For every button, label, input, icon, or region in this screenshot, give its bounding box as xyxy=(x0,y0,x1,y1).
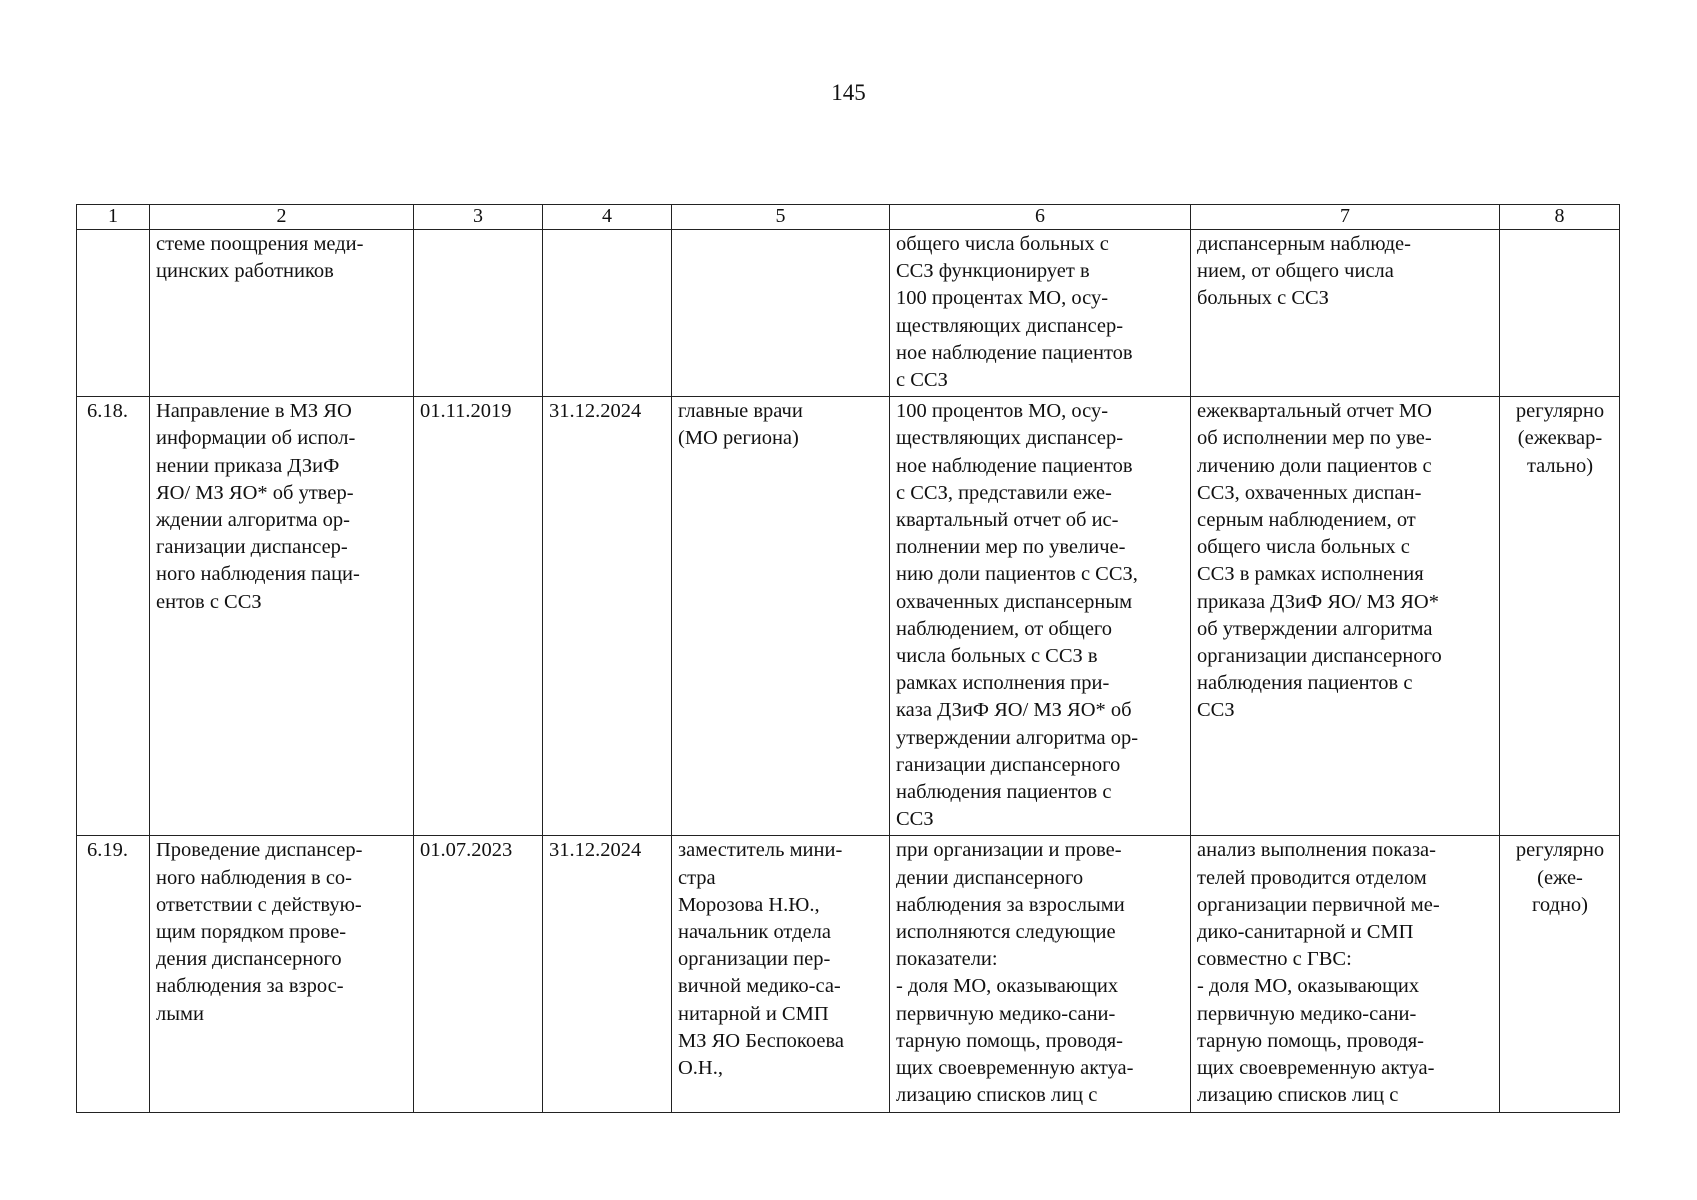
frequency: регулярно (ежеквар- тально) xyxy=(1500,397,1620,836)
responsible: главные врачи (МО региона) xyxy=(672,397,890,836)
start-date: 01.07.2023 xyxy=(414,836,543,1112)
column-number: 5 xyxy=(672,205,890,230)
control-indicator: анализ выполнения показа- телей проводится отделом организации первичной ме- дико-санитарной и СМП совместно с ГВС: - доля МО, оказывающих первичную медико-сани- тарную помощь, проводя- щих своевременную актуа- лизацию списков лиц с xyxy=(1191,836,1500,1112)
column-number: 6 xyxy=(890,205,1191,230)
column-number: 2 xyxy=(150,205,414,230)
event-name: Направление в МЗ ЯО информации об испол- нении приказа ДЗиФ ЯО/ МЗ ЯО* об утвер- ждении алгоритма ор- ганизации диспансер- ного наблюдения паци- ентов с ССЗ xyxy=(150,397,414,836)
frequency xyxy=(1500,230,1620,397)
responsible: заместитель мини- стра Морозова Н.Ю., начальник отдела организации пер- вичной медико-са- нитарной и СМП МЗ ЯО Беспокоева О.Н., xyxy=(672,836,890,1112)
responsible xyxy=(672,230,890,397)
page-number: 145 xyxy=(831,80,866,105)
plan-table xyxy=(76,204,1620,1113)
event-name: Проведение диспансер- ного наблюдения в со- ответствии с действую- щим порядком прове- дения диспансерного наблюдения за взрос- лыми xyxy=(150,836,414,1112)
control-indicator: диспансерным наблюде- нием, от общего числа больных с ССЗ xyxy=(1191,230,1500,397)
table-row xyxy=(77,230,1620,397)
end-date xyxy=(543,230,672,397)
end-date: 31.12.2024 xyxy=(543,397,672,836)
end-date: 31.12.2024 xyxy=(543,836,672,1112)
frequency: регулярно (еже- годно) xyxy=(1500,836,1620,1112)
column-number-row xyxy=(77,205,1620,230)
table-row xyxy=(77,397,1620,836)
expected-result: 100 процентов МО, осу- ществляющих диспансер- ное наблюдение пациентов с ССЗ, представили еже- квартальный отчет об ис- полнении мер по увеличе- нию доли пациентов с ССЗ, охваченных диспансерным наблюдением, от общего числа больных с ССЗ в рамках исполнения при- каза ДЗиФ ЯО/ МЗ ЯО* об утверждении алгоритма ор- ганизации диспансерного наблюдения пациентов с ССЗ xyxy=(890,397,1191,836)
event-name: стеме поощрения меди- цинских работников xyxy=(150,230,414,397)
table-row xyxy=(77,836,1620,1112)
item-number xyxy=(77,230,150,397)
column-number: 1 xyxy=(77,205,150,230)
column-number: 4 xyxy=(543,205,672,230)
item-number: 6.19. xyxy=(77,836,150,1112)
column-number: 7 xyxy=(1191,205,1500,230)
column-number: 8 xyxy=(1500,205,1620,230)
control-indicator: ежеквартальный отчет МО об исполнении мер по уве- личению доли пациентов с ССЗ, охваченных диспан- серным наблюдением, от общего числа больных с ССЗ в рамках исполнения приказа ДЗиФ ЯО/ МЗ ЯО* об утверждении алгоритма организации диспансерного наблюдения пациентов с ССЗ xyxy=(1191,397,1500,836)
expected-result: общего числа больных с ССЗ функционирует в 100 процентах МО, осу- ществляющих диспансер- ное наблюдение пациентов с ССЗ xyxy=(890,230,1191,397)
start-date: 01.11.2019 xyxy=(414,397,543,836)
start-date xyxy=(414,230,543,397)
item-number: 6.18. xyxy=(77,397,150,836)
column-number: 3 xyxy=(414,205,543,230)
expected-result: при организации и прове- дении диспансерного наблюдения за взрослыми исполняются следующие показатели: - доля МО, оказывающих первичную медико-сани- тарную помощь, проводя- щих своевременную актуа- лизацию списков лиц с xyxy=(890,836,1191,1112)
